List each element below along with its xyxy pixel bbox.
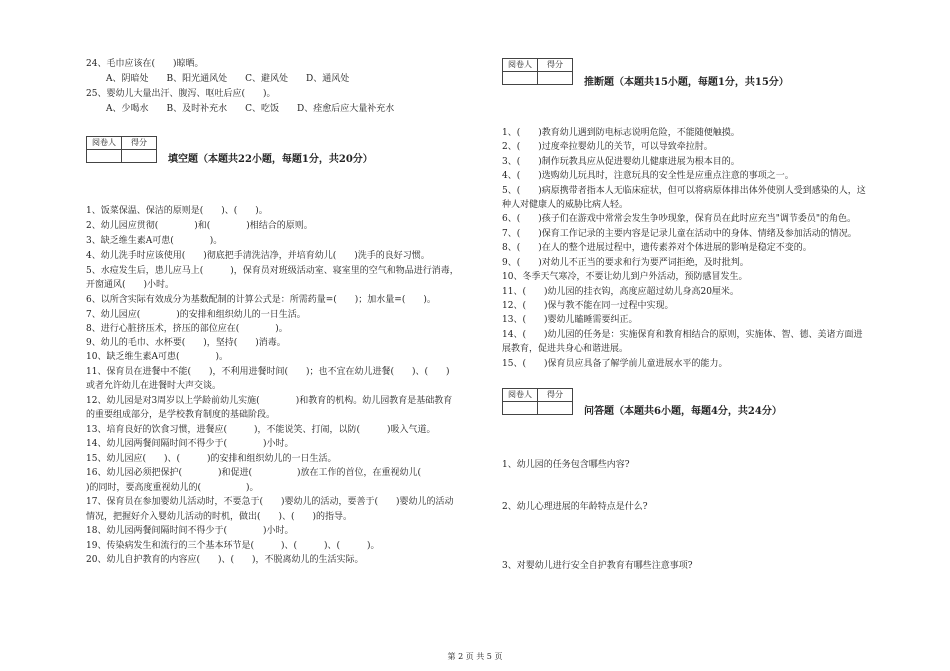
- judge-q14: 14、( )幼儿园的任务是：实施保育和教育相结合的原则，实施体、智、德、美诸方面进: [502, 330, 863, 340]
- page-footer: 第 2 页 共 5 页: [447, 652, 503, 661]
- fill-q6: 6、以所含实际有效成分为基数配制的计算公式是：所需药量=( )；加水量=( )。: [86, 295, 436, 305]
- fill-q16: 16、幼儿园必须把保护( )和促进( )放在工作的首位，在重视幼儿(: [86, 468, 449, 478]
- question-24-options: A、阴暗处 B、阳光通风处 C、避风处 D、通风处: [106, 74, 350, 84]
- question-25-options: A、少喝水 B、及时补充水 C、吃饭 D、痊愈后应大量补充水: [106, 104, 395, 114]
- fill-q9: 9、幼儿的毛巾、水杯要( )，坚持( )消毒。: [86, 338, 286, 348]
- judge-q13: 13、( )婴幼儿瞌睡需要纠正。: [502, 315, 638, 325]
- fill-q15: 15、幼儿园应( )、( )的安排和组织幼儿的一日生活。: [86, 454, 337, 464]
- fill-q3: 3、缺乏维生素A可患( )。: [86, 236, 223, 246]
- qa-q1: 1、幼儿园的任务包含哪些内容?: [502, 460, 630, 470]
- fill-q16-cont: )的同时，要高度重视幼儿的( )。: [86, 483, 259, 493]
- score-label: 得分: [121, 137, 156, 149]
- score-label: 得分: [537, 59, 572, 71]
- question-25: 25、婴幼儿大量出汗、腹泻、呕吐后应( )。: [86, 89, 276, 99]
- fill-q12: 12、幼儿园是对3周岁以上学龄前幼儿实施( )和教育的机构。幼儿园教育是基础教育: [86, 396, 453, 406]
- fill-q20: 20、幼儿自护教育的内容应( )、( )，不脱离幼儿的生活实际。: [86, 555, 364, 565]
- fill-q4: 4、幼儿洗手时应该使用( )彻底把手清洗洁净，并培育幼儿( )洗手的良好习惯。: [86, 251, 430, 261]
- fill-q2: 2、幼儿园应贯彻( )和( )相结合的原则。: [86, 221, 313, 231]
- judge-q9: 9、( )对幼儿不正当的要求和行为要严词拒绝，及时批判。: [502, 258, 749, 268]
- fill-q14: 14、幼儿园两餐间隔时间不得少于( )小时。: [86, 439, 294, 449]
- reviewer-label: 阅卷人: [508, 390, 532, 399]
- reviewer-label: 阅卷人: [508, 60, 532, 69]
- judge-q6: 6、( )孩子们在游戏中常常会发生争吵现象，保育员在此时应充当"调节委员"的角色。: [502, 214, 857, 224]
- fill-q5: 5、水痘发生后，患儿应马上( )，保育员对班级活动室、寝室里的空气和物品进行消毒，: [86, 266, 459, 276]
- fill-section-title: 填空题（本题共22小题，每题1分，共20分）: [168, 154, 373, 165]
- reviewer-cell: [87, 150, 121, 162]
- qa-section-title: 问答题（本题共6小题，每题4分，共24分）: [584, 406, 782, 417]
- judge-q4: 4、( )选购幼儿玩具时，注意玩具的安全性是应重点注意的事项之一。: [502, 171, 794, 181]
- reviewer-label: 阅卷人: [92, 138, 116, 147]
- fill-q10: 10、缺乏维生素A可患( )。: [86, 352, 228, 362]
- fill-q11: 11、保育员在进餐中不能( )，不利用进餐时间( )；也不宜在幼儿进餐( )、( ): [86, 367, 450, 377]
- judge-q15: 15、( )保育员应具备了解学前儿童进展水平的能力。: [502, 359, 728, 369]
- score-cell: [537, 72, 572, 84]
- fill-q19: 19、传染病发生和流行的三个基本环节是( )、( )、( )。: [86, 541, 380, 551]
- judge-q12: 12、( )保与教不能在同一过程中实现。: [502, 301, 674, 311]
- fill-q12-cont: 的重要组成部分，是学校教育制度的基础阶段。: [86, 410, 276, 420]
- reviewer-cell: [503, 402, 537, 414]
- fill-q18: 18、幼儿园两餐间隔时间不得少于( )小时。: [86, 526, 294, 536]
- judge-section-title: 推断题（本题共15小题，每题1分，共15分）: [584, 77, 789, 88]
- judge-q11: 11、( )幼儿园的挂衣钩，高度应超过幼儿身高20厘米。: [502, 287, 739, 297]
- judge-q3: 3、( )制作玩教具应从促进婴幼儿健康进展为根本目的。: [502, 157, 740, 167]
- question-24: 24、毛巾应该在( )晾晒。: [86, 59, 204, 69]
- judge-q14-cont: 展教育，促进共身心和谐进展。: [502, 344, 629, 354]
- judge-score-box: [502, 58, 573, 85]
- judge-q5-cont: 种人对健康人的威胁比病人轻。: [502, 200, 629, 210]
- fill-q8: 8、进行心脏挤压术，挤压的部位应在( )。: [86, 324, 288, 334]
- score-cell: [121, 150, 156, 162]
- reviewer-cell: [503, 72, 537, 84]
- fill-q13: 13、培育良好的饮食习惯，进餐应( )，不能说笑、打闹，以防( )吸入气道。: [86, 425, 436, 435]
- score-cell: [537, 402, 572, 414]
- fill-q11-cont: 或者允许幼儿在进餐时大声交谈。: [86, 381, 222, 391]
- qa-q3: 3、对婴幼儿进行安全自护教育有哪些注意事项?: [502, 561, 693, 571]
- fill-q1: 1、饭菜保温、保洁的原则是( )、( )。: [86, 206, 268, 216]
- fill-q5-cont: 开窗通风( )小时。: [86, 280, 175, 290]
- judge-q1: 1、( )教育幼儿遇到防电标志说明危险，不能随便触摸。: [502, 128, 740, 138]
- judge-q2: 2、( )过度牵拉婴幼儿的关节，可以导致牵拉肘。: [502, 142, 713, 152]
- qa-score-box: [502, 388, 573, 415]
- judge-q5: 5、( )病原携带者指本人无临床症状，但可以将病原体排出体外使别人受到感染的人，这: [502, 186, 866, 196]
- score-label: 得分: [537, 389, 572, 401]
- judge-q8: 8、( )在人的整个进展过程中，遗传素养对个体进展的影响是稳定不变的。: [502, 243, 812, 253]
- qa-q2: 2、幼儿心理进展的年龄特点是什么?: [502, 502, 648, 512]
- judge-q7: 7、( )保育工作记录的主要内容是记录儿童在活动中的身体、情绪及参加活动的情况。: [502, 229, 857, 239]
- judge-q10: 10、冬季天气寒冷，不要让幼儿到户外活动，预防感冒发生。: [502, 272, 748, 282]
- fill-q17-cont: 情况，把握好介入婴幼儿活动的时机，做出( )、( )的指导。: [86, 512, 353, 522]
- fill-score-box: [86, 136, 157, 163]
- fill-q7: 7、幼儿园应( )的安排和组织幼儿的一日生活。: [86, 310, 306, 320]
- fill-q17: 17、保育员在参加婴幼儿活动时，不要急于( )婴幼儿的活动，要善于( )婴幼儿的活动: [86, 497, 454, 507]
